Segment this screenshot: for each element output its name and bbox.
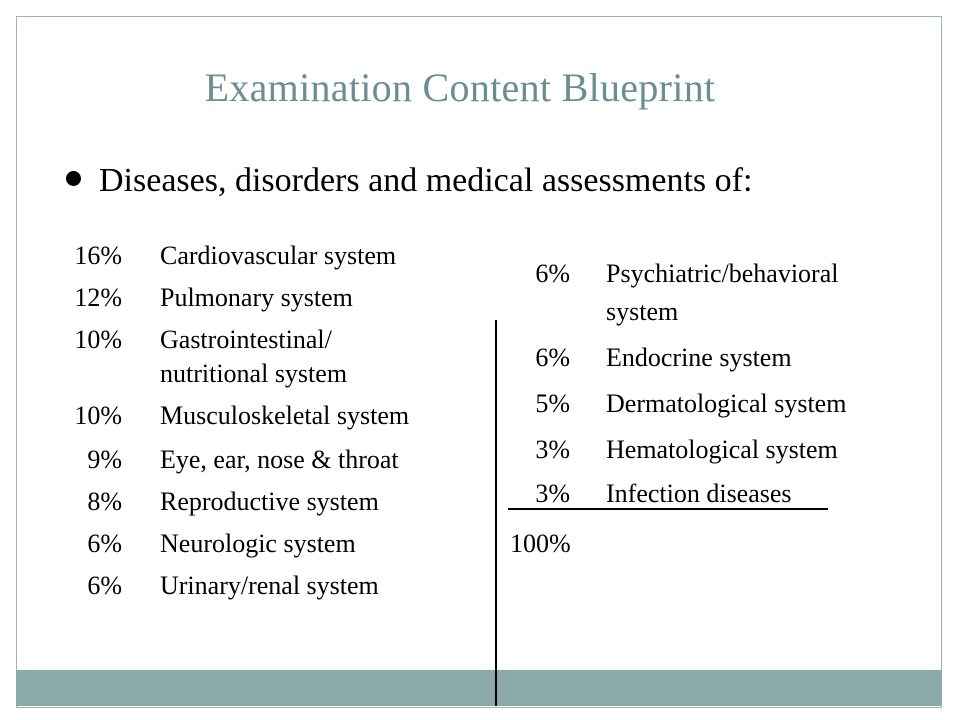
item-label: Endocrine system [606, 343, 792, 372]
item-label-line2: system [606, 297, 679, 326]
item-label-line2: nutritional system [160, 359, 348, 388]
item-percent: 12% [74, 283, 122, 312]
bullet-dot-icon [66, 171, 81, 186]
item-percent: 3% [535, 479, 570, 508]
item-percent: 10% [74, 401, 122, 430]
item-percent: 5% [535, 389, 570, 418]
item-label: Dermatological system [606, 389, 847, 418]
item-label: Cardiovascular system [160, 241, 397, 270]
item-label: Reproductive system [160, 487, 379, 516]
item-label: Infection diseases [606, 479, 792, 508]
footer-bar [16, 670, 942, 706]
item-label: Urinary/renal system [160, 571, 379, 600]
item-label: Gastrointestinal/ [160, 325, 332, 354]
item-label: Musculoskeletal system [160, 401, 410, 430]
item-percent: 6% [535, 343, 570, 372]
item-label: Eye, ear, nose & throat [160, 445, 399, 474]
bullet-point [66, 162, 752, 200]
column-divider [495, 320, 497, 706]
item-percent: 3% [535, 435, 570, 464]
slide-title: Examination Content Blueprint [204, 65, 716, 110]
item-label: Hematological system [606, 435, 838, 464]
item-percent: 8% [87, 487, 122, 516]
item-label: Neurologic system [160, 529, 356, 558]
bullet-text: Diseases, disorders and medical assessments of: [99, 162, 753, 199]
sum-underline [508, 508, 828, 510]
item-label: Psychiatric/behavioral [606, 259, 839, 288]
item-percent: 10% [74, 325, 122, 354]
item-percent: 16% [74, 241, 122, 270]
item-percent: 9% [87, 445, 122, 474]
item-percent: 6% [535, 259, 570, 288]
item-percent: 6% [87, 529, 122, 558]
item-percent: 6% [87, 571, 122, 600]
item-label: Pulmonary system [160, 283, 353, 312]
total-percent: 100% [510, 529, 571, 558]
